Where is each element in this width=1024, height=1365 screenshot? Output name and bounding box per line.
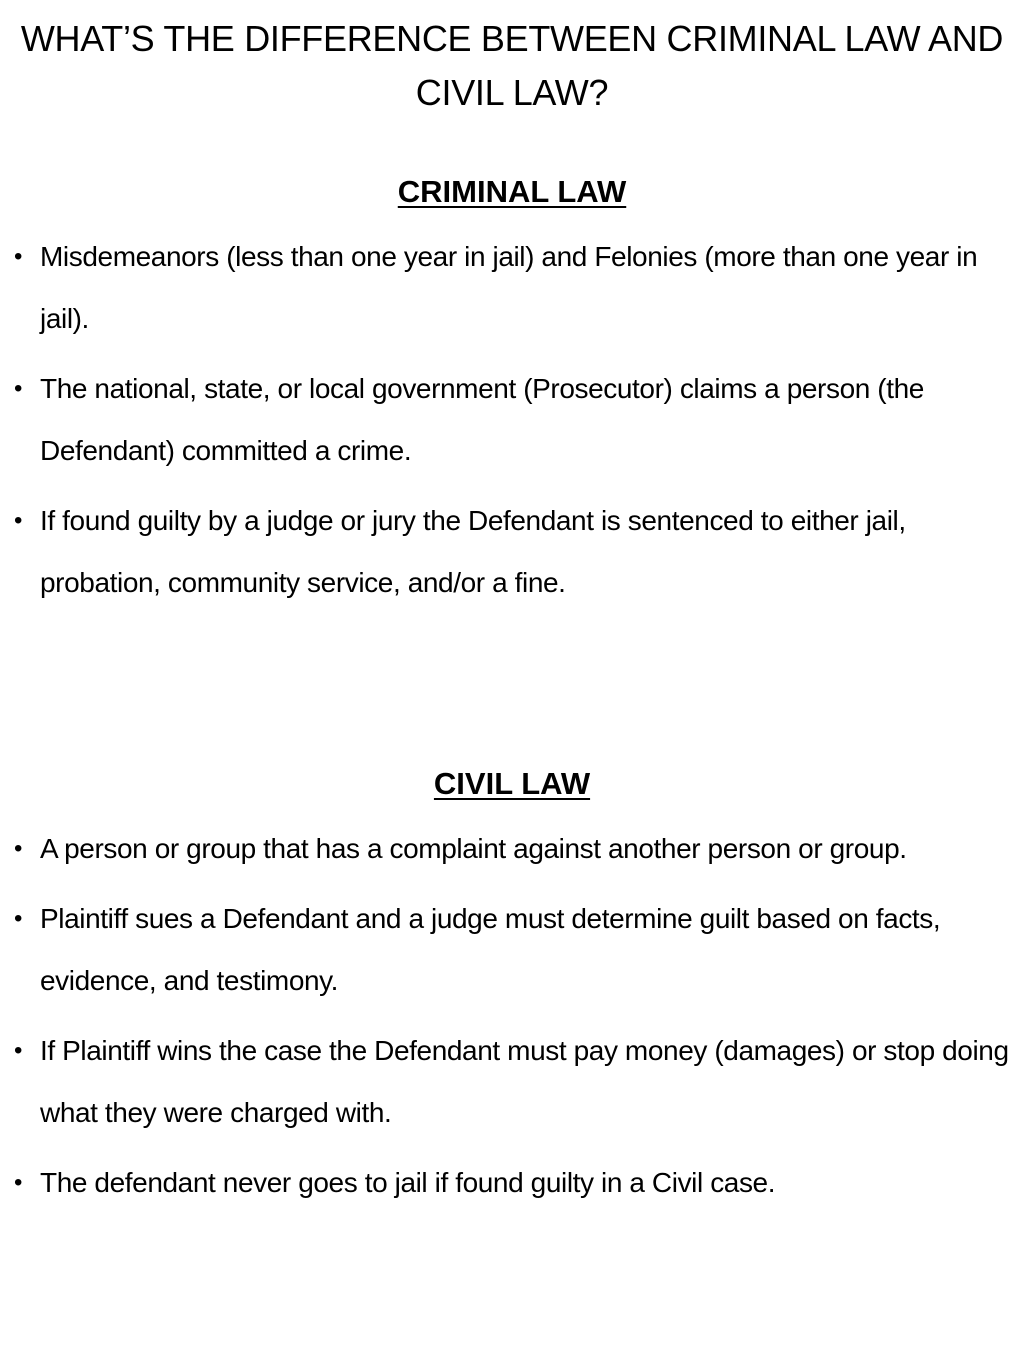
bullet-icon: • (14, 1169, 23, 1196)
list-item (14, 226, 1010, 350)
bullet-icon: • (14, 375, 23, 402)
bullet-text: The national, state, or local government (Prosecutor) claims a person (the Defendant) committed a crime. (40, 373, 924, 466)
bullet-icon: • (14, 1037, 23, 1064)
bullet-text: If Plaintiff wins the case the Defendant must pay money (damages) or stop doing what they were charged with. (40, 1035, 1009, 1128)
bullet-text: Misdemeanors (less than one year in jail) and Felonies (more than one year in jail). (40, 241, 978, 334)
list-item (14, 888, 1010, 1012)
list-item (14, 818, 1010, 880)
civil-law-heading: CIVIL LAW (433, 766, 591, 801)
list-item (14, 1020, 1010, 1144)
bullet-icon: • (14, 243, 23, 270)
list-item (14, 358, 1010, 482)
civil-law-list (14, 818, 1010, 1222)
bullet-icon: • (14, 835, 23, 862)
criminal-law-list (14, 226, 1010, 622)
bullet-text: The defendant never goes to jail if found guilty in a Civil case. (40, 1167, 776, 1198)
bullet-text: A person or group that has a complaint against another person or group. (40, 833, 907, 864)
bullet-text: Plaintiff sues a Defendant and a judge must determine guilt based on facts, evidence, and testimony. (40, 903, 941, 996)
bullet-text: If found guilty by a judge or jury the Defendant is sentenced to either jail, probation, community service, and/or a fine. (40, 505, 906, 598)
list-item (14, 1152, 1010, 1214)
bullet-icon: • (14, 507, 23, 534)
page-title: WHAT’S THE DIFFERENCE BETWEEN CRIMINAL LAW AND CIVIL LAW? (20, 18, 1004, 113)
criminal-law-heading: CRIMINAL LAW (397, 174, 627, 209)
bullet-icon: • (14, 905, 23, 932)
list-item (14, 490, 1010, 614)
